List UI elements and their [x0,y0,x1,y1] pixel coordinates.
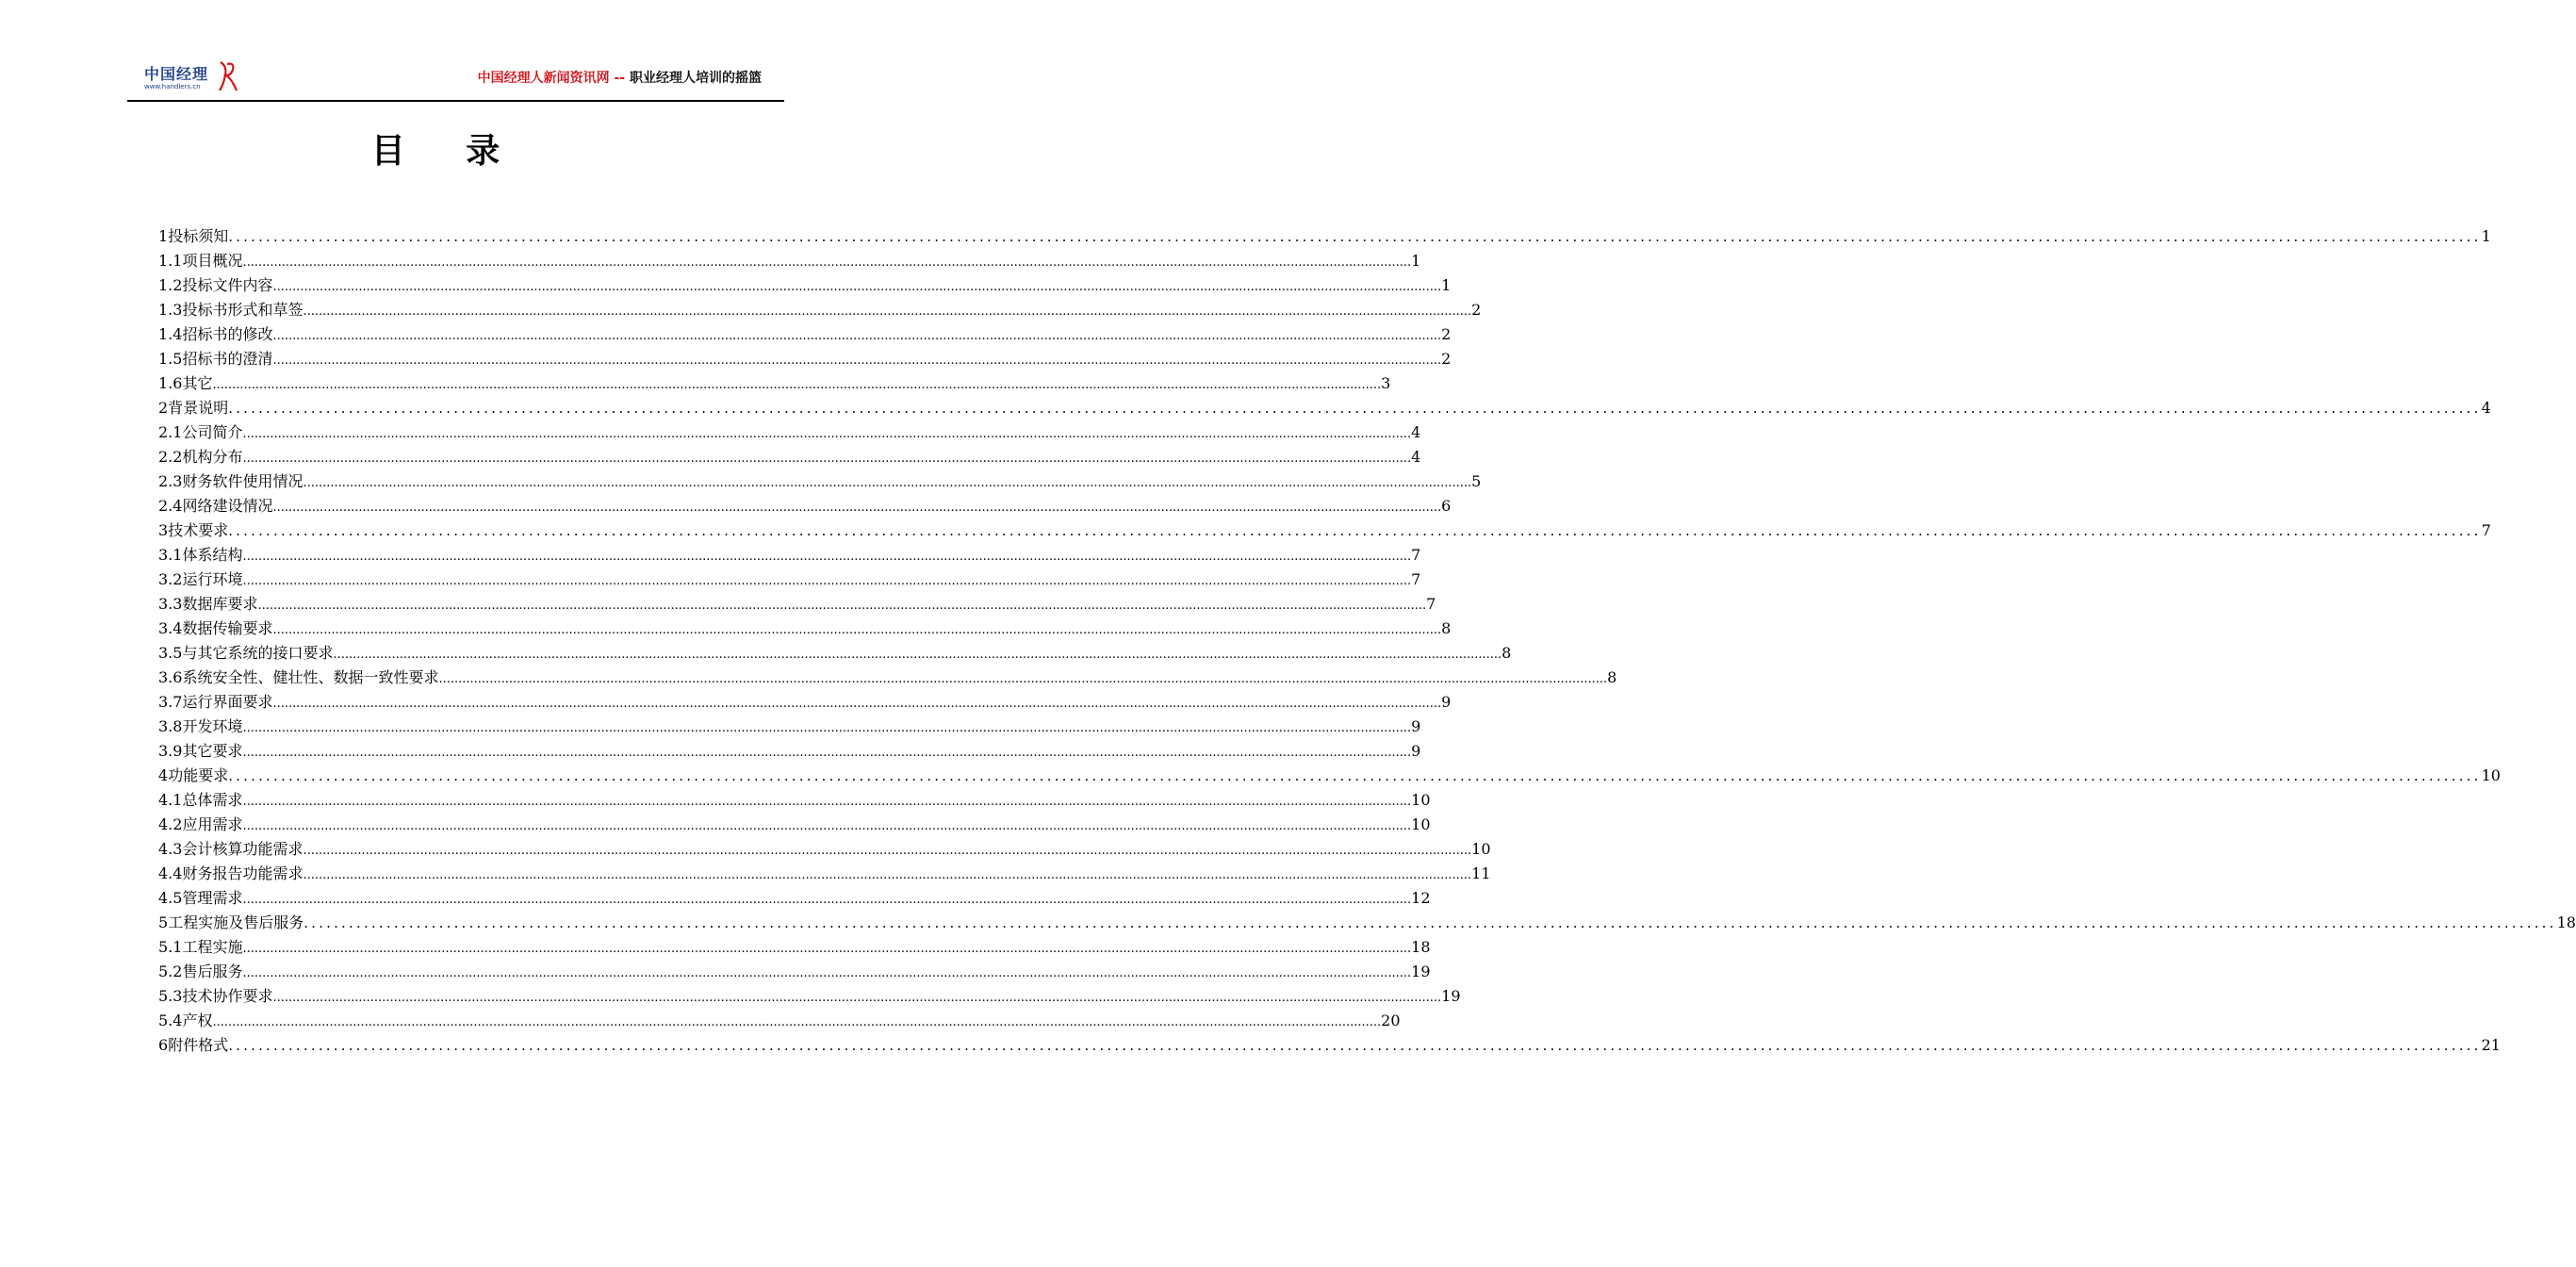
toc-dot-leader: ............................................................................................................................................................................................................................................................................................................ [438,672,1608,686]
toc-dot-leader: ............................................................................................................................................................................................................................................................................................................ [304,914,2557,931]
toc-entry-page: 1 [1411,252,1421,270]
toc-entry-title: 其它 [182,374,213,392]
toc-entry-title: 总体需求 [182,791,243,809]
toc-entry-page: 10 [2481,766,2501,784]
toc-entry-number: 1.1 [158,252,183,270]
toc-entry-title: 应用需求 [182,815,243,833]
toc-entry[interactable] [158,469,1482,494]
toc-entry-title: 背景说明 [168,399,229,417]
toc-entry-number: 3.3 [158,595,183,613]
toc-entry-page: 9 [1411,742,1421,760]
toc-entry-number: 5 [158,913,169,931]
toc-entry-page: 4 [1411,448,1421,466]
toc-dot-leader: ............................................................................................................................................................................................................................................................................................................ [212,378,1382,392]
toc-entry-number: 1.2 [158,276,183,294]
logo-url: www.handlers.cn [144,83,201,90]
toc-entry-number: 5.2 [158,963,183,980]
toc-entry[interactable] [158,690,1452,715]
toc-dot-leader: ............................................................................................................................................................................................................................................................................................................ [242,574,1412,588]
slogan-separator: -- [609,71,630,86]
toc-entry-number: 3.5 [158,644,183,662]
toc-dot-leader: ............................................................................................................................................................................................................................................................................................................ [272,501,1442,515]
toc-entry-number: 1 [158,227,169,245]
toc-entry-title: 机构分布 [182,448,243,466]
toc-entry-page: 5 [1471,472,1482,490]
toc-entry-title: 与其它系统的接口要求 [182,644,334,662]
toc-entry-page: 11 [1471,864,1491,882]
toc-entry-title: 技术要求 [168,521,229,539]
toc-entry-number: 3.9 [158,742,183,760]
toc-entry-title: 网络建设情况 [182,497,273,515]
toc-dot-leader: ............................................................................................................................................................................................................................................................................................................ [242,746,1412,760]
toc-entry-title: 数据库要求 [182,595,258,613]
toc-entry-number: 2.4 [158,497,183,515]
toc-dot-leader: ............................................................................................................................................................................................................................................................................................................ [303,844,1472,858]
toc-entry[interactable] [158,960,1431,984]
toc-entry-page: 7 [1411,546,1421,564]
toc-entry-page: 10 [1411,791,1431,809]
toc-entry-page: 2 [1471,301,1482,319]
toc-entry-page: 7 [2481,521,2491,539]
toc-dot-leader: ............................................................................................................................................................................................................................................................................................................ [242,893,1412,907]
toc-entry-page: 18 [1411,938,1431,956]
toc-entry-title: 开发环境 [182,717,243,735]
toc-entry[interactable] [158,592,1436,617]
toc-dot-leader: ............................................................................................................................................................................................................................................................................................................ [272,697,1442,711]
toc-entry[interactable] [158,249,1421,273]
toc-entry-title: 财务软件使用情况 [182,472,304,490]
toc-entry-title: 投标须知 [168,227,229,245]
slogan-site-name: 中国经理人新闻资讯网 [477,71,610,86]
toc-entry-title: 运行界面要求 [182,693,273,711]
toc-entry-page: 2 [1441,325,1452,343]
toc-entry-page: 8 [1607,668,1617,686]
logo-mark-icon [218,60,238,92]
toc-entry-number: 6 [158,1036,169,1054]
toc-entry-number: 3.2 [158,570,183,588]
toc-entry-number: 2.3 [158,472,183,490]
toc-entry-title: 数据传输要求 [182,619,273,637]
toc-entry-number: 4.2 [158,815,183,833]
toc-entry-page: 19 [1441,987,1461,1005]
toc-dot-leader: ............................................................................................................................................................................................................................................................................................................ [272,329,1442,343]
toc-entry-title: 系统安全性、健壮性、数据一致性要求 [182,668,439,686]
toc-entry-title: 财务报告功能需求 [182,864,304,882]
toc-entry[interactable] [158,396,2491,420]
toc-entry-number: 5.1 [158,938,183,956]
toc-dot-leader: ............................................................................................................................................................................................................................................................................................................ [303,476,1472,490]
toc-entry-page: 6 [1441,497,1452,515]
toc-dot-leader: ............................................................................................................................................................................................................................................................................................................ [272,354,1442,368]
toc-entry-page: 19 [1411,963,1431,980]
toc-entry-page: 9 [1441,693,1452,711]
toc-entry-title: 会计核算功能需求 [182,840,304,858]
toc-entry-page: 7 [1411,570,1421,588]
toc-entry-title: 工程实施及售后服务 [168,913,304,931]
toc-entry[interactable] [158,371,1391,396]
toc-entry-number: 3.4 [158,619,183,637]
toc-entry-number: 3.6 [158,668,183,686]
toc-dot-leader: ............................................................................................................................................................................................................................................................................................................ [228,1037,2482,1054]
toc-entry-title: 运行环境 [182,570,243,588]
toc-entry-number: 1.6 [158,374,183,392]
toc-entry-title: 投标文件内容 [182,276,273,294]
toc-entry-title: 管理需求 [182,889,243,907]
toc-entry-number: 1.5 [158,350,183,368]
toc-entry-title: 其它要求 [182,742,243,760]
toc-entry[interactable] [158,739,1421,764]
toc-entry-number: 1.4 [158,325,183,343]
toc-entry[interactable] [158,715,1421,739]
logo-text: 中国经理 [144,65,209,83]
toc-entry[interactable] [158,837,1491,862]
toc-entry-title: 公司简介 [182,423,243,441]
toc-entry-title: 附件格式 [168,1036,229,1054]
toc-entry[interactable] [158,518,2491,543]
toc-entry-number: 3.7 [158,693,183,711]
toc-entry-page: 20 [1381,1012,1401,1029]
toc-entry-number: 4.4 [158,864,183,882]
toc-entry-number: 2.2 [158,448,183,466]
toc-entry[interactable] [158,886,1431,911]
toc-entry[interactable] [158,666,1617,690]
toc-entry[interactable] [158,568,1421,592]
toc-entry-page: 12 [1411,889,1431,907]
toc-dot-leader: ............................................................................................................................................................................................................................................................................................................ [272,623,1442,637]
toc-entry-number: 4.1 [158,791,183,809]
toc-entry-title: 投标书形式和草签 [182,301,304,319]
toc-entry[interactable] [158,273,1452,298]
toc-entry-page: 4 [1411,423,1421,441]
toc-entry[interactable] [158,347,1452,371]
toc-dot-leader: ............................................................................................................................................................................................................................................................................................................ [272,991,1442,1005]
toc-entry-page: 10 [1411,815,1431,833]
toc-entry-page: 3 [1381,374,1391,392]
toc-entry[interactable] [158,984,1461,1009]
toc-entry-number: 3.1 [158,546,183,564]
toc-entry-title: 技术协作要求 [182,987,273,1005]
toc-entry[interactable] [158,298,1482,322]
toc-entry-number: 4.3 [158,840,183,858]
toc-entry-number: 4.5 [158,889,183,907]
slogan-tagline: 职业经理人培训的摇篮 [630,71,762,86]
toc-entry-title: 产权 [182,1012,213,1029]
toc-dot-leader: ............................................................................................................................................................................................................................................................................................................ [242,255,1412,270]
toc-entry-page: 8 [1441,619,1452,637]
toc-entry-title: 项目概况 [182,252,243,270]
toc-entry-page: 18 [2556,913,2576,931]
toc-entry-title: 招标书的修改 [182,325,273,343]
toc-entry-page: 1 [2481,227,2491,245]
toc-entry-page: 2 [1441,350,1452,368]
toc-entry-page: 10 [1471,840,1491,858]
toc-dot-leader: ............................................................................................................................................................................................................................................................................................................ [242,795,1412,809]
toc-dot-leader: ............................................................................................................................................................................................................................................................................................................ [228,522,2482,539]
toc-dot-leader: ............................................................................................................................................................................................................................................................................................................ [242,452,1412,466]
page-title: 目 录 [370,132,525,171]
toc-entry[interactable] [158,911,2576,935]
table-of-contents [158,224,2576,1058]
toc-entry-number: 3.8 [158,717,183,735]
toc-entry[interactable] [158,224,2491,249]
toc-dot-leader: ............................................................................................................................................................................................................................................................................................................ [228,767,2482,784]
toc-dot-leader: ............................................................................................................................................................................................................................................................................................................ [242,819,1412,833]
toc-entry-page: 9 [1411,717,1421,735]
site-logo[interactable] [144,62,248,96]
toc-entry[interactable] [158,1033,2501,1058]
toc-dot-leader: ............................................................................................................................................................................................................................................................................................................ [242,550,1412,564]
toc-dot-leader: ............................................................................................................................................................................................................................................................................................................ [242,942,1412,956]
toc-entry-title: 工程实施 [182,938,243,956]
toc-dot-leader: ............................................................................................................................................................................................................................................................................................................ [303,304,1472,319]
toc-dot-leader: ............................................................................................................................................................................................................................................................................................................ [333,648,1502,662]
toc-entry[interactable] [158,641,1512,666]
toc-entry-page: 1 [1441,276,1452,294]
toc-entry-number: 4 [158,766,169,784]
toc-entry[interactable] [158,617,1452,641]
toc-entry-page: 4 [2481,399,2491,417]
toc-entry-number: 2 [158,399,169,417]
toc-dot-leader: ............................................................................................................................................................................................................................................................................................................ [257,599,1427,613]
toc-entry[interactable] [158,494,1452,518]
toc-entry[interactable] [158,764,2501,788]
header-slogan [478,68,762,87]
toc-dot-leader: ............................................................................................................................................................................................................................................................................................................ [228,400,2482,417]
toc-entry[interactable] [158,420,1421,445]
toc-entry-title: 售后服务 [182,963,243,980]
toc-entry-number: 5.4 [158,1012,183,1029]
page-header [127,58,784,102]
toc-dot-leader: ............................................................................................................................................................................................................................................................................................................ [242,966,1412,980]
toc-entry[interactable] [158,543,1421,568]
toc-dot-leader: ............................................................................................................................................................................................................................................................................................................ [242,427,1412,441]
toc-entry-number: 2.1 [158,423,183,441]
toc-entry[interactable] [158,322,1452,347]
toc-entry-page: 7 [1426,595,1436,613]
toc-entry-number: 1.3 [158,301,183,319]
toc-dot-leader: ............................................................................................................................................................................................................................................................................................................ [212,1015,1382,1029]
toc-entry-title: 招标书的澄清 [182,350,273,368]
toc-entry[interactable] [158,445,1421,469]
toc-entry[interactable] [158,1009,1401,1033]
toc-entry[interactable] [158,788,1431,813]
toc-entry-number: 3 [158,521,169,539]
toc-entry[interactable] [158,813,1431,837]
toc-entry-title: 体系结构 [182,546,243,564]
toc-dot-leader: ............................................................................................................................................................................................................................................................................................................ [228,228,2482,245]
toc-entry-number: 5.3 [158,987,183,1005]
toc-entry-page: 21 [2481,1036,2501,1054]
toc-entry-title: 功能要求 [168,766,229,784]
toc-dot-leader: ............................................................................................................................................................................................................................................................................................................ [242,721,1412,735]
toc-dot-leader: ............................................................................................................................................................................................................................................................................................................ [303,868,1472,882]
toc-entry[interactable] [158,935,1431,960]
toc-dot-leader: ............................................................................................................................................................................................................................................................................................................ [272,280,1442,294]
toc-entry[interactable] [158,862,1491,886]
toc-entry-page: 8 [1501,644,1512,662]
